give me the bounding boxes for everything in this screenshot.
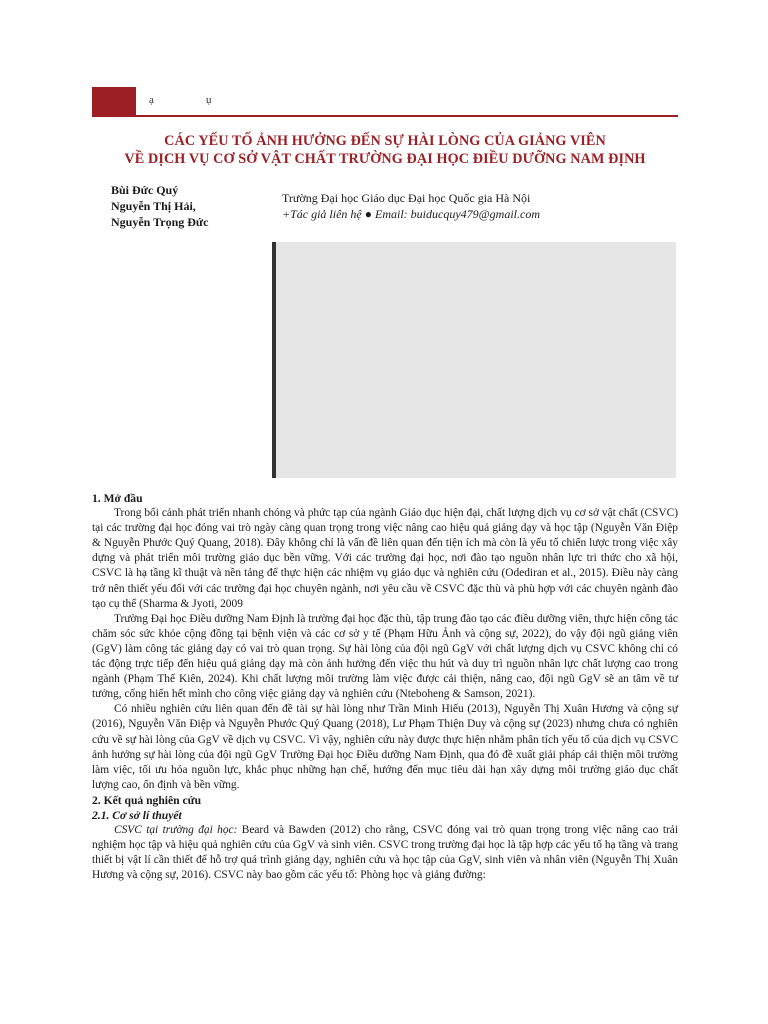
paragraph: Trường Đại học Điều dưỡng Nam Định là trường đại học đặc thù, tập trung đào tạo các điều dưỡng viên, thực hiện công tác chăm sóc sức khỏe cộng đồng tại bệnh viện và các cơ sở y tế (Phạm Hữu Ảnh và cộng sự, 2022), do vậy đội ngũ giảng viên (GgV) làm công tác giảng dạy có vai trò quan trọng. Sự hài lòng của đội ngũ GgV với chất lượng dịch vụ CSVC không chỉ có tác động trực tiếp đến hiệu quả giảng dạy mà còn ảnh hưởng đến việc thu hút và duy trì nguồn nhân lực chất lượng cao trong ngành (Phạm Thế Kiên, 2024). Khi chất lượng môi trường làm việc được cải thiện, nâng cao, đội ngũ GgV sẽ an tâm về tư tưởng, cống hiến hết mình cho công việc giảng dạy và nghiên cứu (Nteboheng & Samson, 2021). (92, 612, 678, 701)
paragraph: Có nhiều nghiên cứu liên quan đến đề tài sự hài lòng như Trần Minh Hiếu (2013), Nguyễn Thị Xuân Hương và cộng sự (2016), Nguyễn Văn Điệp và Nguyễn Phước Quý Quang (2018), Lư Phạm Thiện Duy và cộng sự (2023) nhưng chưa có nghiên cứu về sự hài lòng của GgV về dịch vụ CSVC. Vì vậy, nghiên cứu này được thực hiện nhằm phân tích yếu tố của dịch vụ CSVC ảnh hưởng sự hài lòng của đội ngũ GgV Trường Đại học Điều dưỡng Nam Định, qua đó đề xuất giải pháp cải thiện môi trường làm việc, tối ưu hóa nguồn lực, khắc phục những hạn chế, hướng đến mục tiêu dài hạn xây dựng môi trường giáo dục chất lượng cao, ổn định và bền vững. (92, 703, 678, 791)
paragraph: Trong bối cảnh phát triển nhanh chóng và phức tạp của ngành Giáo dục hiện đại, chất lượng dịch vụ cơ sở vật chất (CSVC) tại các trường đại học đóng vai trò ngày càng quan trọng trong việc nâng cao hiệu quả giảng dạy và học tập (Nguyễn Văn Điệp & Nguyễn Phước Quý Quang, 2018). Đây không chỉ là vấn đề liên quan đến tiện ích mà còn là yếu tố chiến lược trong việc xây dựng và phát triển môi trường giáo dục bền vững. Với các trường đại học, nơi đào tạo nguồn nhân lực tri thức cho xã hội, CSVC là hạ tầng kĩ thuật và nền tảng để thực hiện các nhiệm vụ giáo dục và nghiên cứu (Odediran et al., 2015). Điều này càng trở nên thiết yếu đối với các trường đại học chuyên ngành, nơi yêu cầu về CSVC đặc thù và phù hợp với các chuyên ngành đào tạo cụ thể (Sharma & Jyoti, 2009 (92, 507, 678, 610)
header-left-text: ạ (149, 94, 154, 106)
contact-email: +Tác giả liên hệ ● Email: buiducquy479@gmail.com (282, 207, 541, 221)
header-accent-block (92, 87, 136, 116)
abstract-placeholder-box (272, 242, 676, 478)
author-name: Nguyễn Trọng Đức (111, 215, 209, 229)
header-rule (92, 115, 678, 117)
author-name: Nguyễn Thị Hải, (111, 199, 196, 213)
article-title-line-2: VỀ DỊCH VỤ CƠ SỞ VẬT CHẤT TRƯỜNG ĐẠI HỌC ĐIỀU DƯỠNG NAM ĐỊNH (124, 151, 646, 167)
header-right-text: ụ (206, 94, 212, 106)
paragraph-text: Beard và Bawden (2012) cho rằng, CSVC đóng vai trò quan trọng trong việc nâng cao trải nghiệm học tập và hiệu quả nghiên cứu của GgV và sinh viên. CSVC trong trường đại học là tập hợp các yếu tố hạ tầng và trang thiết bị vật lí cần thiết để hỗ trợ quá trình giảng dạy, nghiên cứu và học tập của GgV, sinh viên và nhân viên (Nguyễn Thị Xuân Hương và cộng sự, 2016). CSVC này bao gồm các yếu tố: Phòng học và giảng đường: (92, 824, 678, 882)
affiliation-institution: Trường Đại học Giáo dục Đại học Quốc gia Hà Nội (282, 191, 531, 205)
author-name: Bùi Đức Quý (111, 183, 179, 197)
section-heading-results: 2. Kết quả nghiên cứu (92, 793, 202, 807)
paragraph-lead-italic: CSVC tại trường đại học: (114, 824, 238, 837)
article-body (92, 491, 678, 883)
paragraph (92, 823, 678, 883)
abstract-left-bar (272, 242, 276, 478)
subsection-heading-theory: 2.1. Cơ sở lí thuyết (92, 808, 182, 822)
article-title-line-1: CÁC YẾU TỐ ẢNH HƯỞNG ĐẾN SỰ HÀI LÒNG CỦA GIẢNG VIÊN (164, 133, 606, 149)
author-list (111, 182, 208, 230)
affiliation-block (282, 190, 540, 222)
section-heading-intro: 1. Mở đầu (92, 492, 143, 505)
